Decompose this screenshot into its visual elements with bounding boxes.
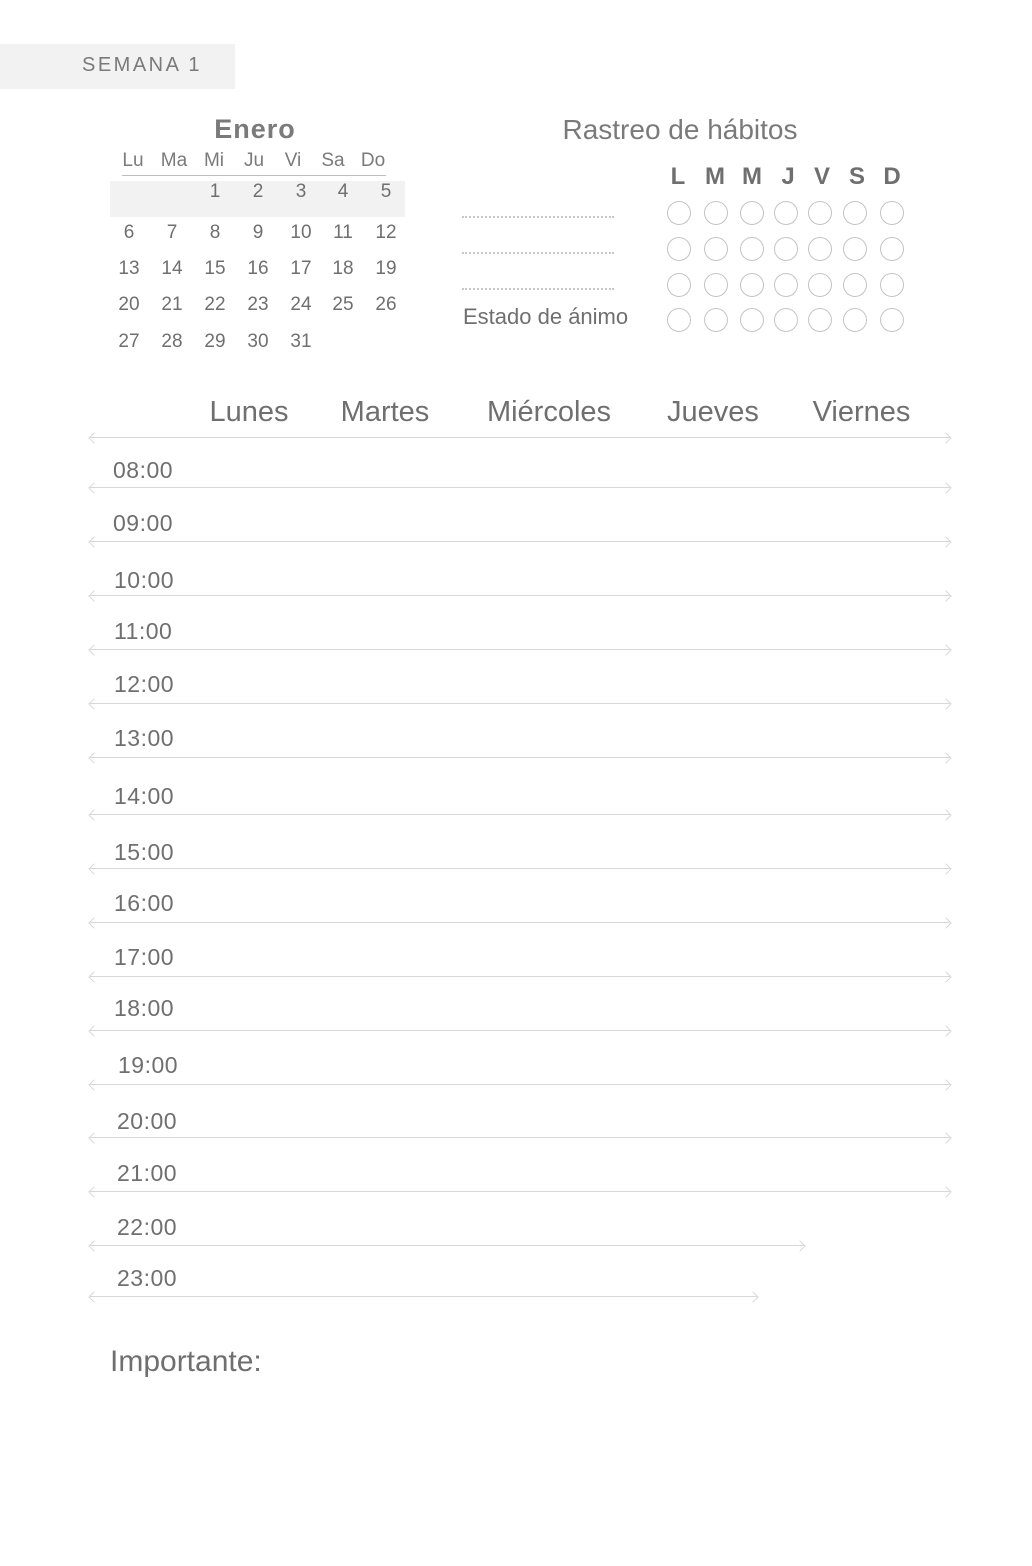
calendar-day: 29 bbox=[204, 331, 226, 352]
habit-checkbox-circle[interactable] bbox=[843, 273, 867, 297]
habit-checkbox-circle[interactable] bbox=[704, 201, 728, 225]
calendar-day: 12 bbox=[375, 222, 397, 243]
time-slot-entry[interactable] bbox=[195, 817, 950, 865]
habit-checkbox-circle[interactable] bbox=[774, 273, 798, 297]
time-slot-entry[interactable] bbox=[195, 1194, 804, 1242]
time-slot-label: 19:00 bbox=[118, 1052, 179, 1078]
time-slot-label: 16:00 bbox=[114, 890, 175, 916]
calendar-weekday: Sa bbox=[321, 150, 345, 171]
schedule-day-header: Miércoles bbox=[486, 396, 612, 428]
habit-checkbox-circle[interactable] bbox=[740, 308, 764, 332]
calendar-day: 23 bbox=[247, 294, 269, 315]
habit-checkbox-circle[interactable] bbox=[880, 237, 904, 261]
calendar-day: 19 bbox=[375, 258, 397, 279]
habit-name-field[interactable] bbox=[462, 216, 614, 218]
habit-checkbox-circle[interactable] bbox=[774, 201, 798, 225]
calendar-day: 24 bbox=[290, 294, 312, 315]
calendar-day: 28 bbox=[161, 331, 183, 352]
time-slot-entry[interactable] bbox=[195, 440, 950, 484]
time-slot-label: 10:00 bbox=[114, 567, 175, 593]
time-slot-label: 20:00 bbox=[117, 1108, 178, 1134]
calendar-weekday: Mi bbox=[203, 150, 225, 171]
calendar-day: 10 bbox=[290, 222, 312, 243]
habit-checkbox-circle[interactable] bbox=[740, 201, 764, 225]
calendar-day: 7 bbox=[166, 222, 178, 243]
schedule-row-line bbox=[90, 1245, 804, 1246]
calendar-weekday: Ma bbox=[160, 150, 188, 171]
schedule-row-line bbox=[90, 541, 950, 542]
schedule-row-line bbox=[90, 814, 950, 815]
calendar-day: 9 bbox=[252, 222, 264, 243]
time-slot-entry[interactable] bbox=[195, 1033, 950, 1081]
calendar-day: 27 bbox=[118, 331, 140, 352]
schedule-row-line bbox=[90, 757, 950, 758]
habit-checkbox-circle[interactable] bbox=[667, 237, 691, 261]
calendar-day: 14 bbox=[161, 258, 183, 279]
calendar-day: 2 bbox=[252, 181, 264, 202]
schedule-row-line bbox=[90, 1296, 757, 1297]
calendar-day: 26 bbox=[375, 294, 397, 315]
time-slot-entry[interactable] bbox=[195, 1248, 757, 1293]
calendar-day: 16 bbox=[247, 258, 269, 279]
habit-tracker-title: Rastreo de hábitos bbox=[562, 114, 798, 145]
time-slot-entry[interactable] bbox=[195, 706, 950, 754]
calendar-day: 31 bbox=[290, 331, 312, 352]
time-slot-entry[interactable] bbox=[195, 760, 950, 811]
calendar-weekday: Lu bbox=[122, 150, 144, 171]
habit-checkbox-circle[interactable] bbox=[704, 273, 728, 297]
time-slot-entry[interactable] bbox=[195, 925, 950, 973]
habit-checkbox-circle[interactable] bbox=[880, 308, 904, 332]
schedule-day-header: Martes bbox=[340, 396, 430, 428]
important-notes-label: Importante: bbox=[110, 1345, 262, 1378]
calendar-day: 21 bbox=[161, 294, 183, 315]
habit-checkbox-circle[interactable] bbox=[808, 201, 832, 225]
calendar-weekday: Do bbox=[360, 150, 386, 171]
time-slot-label: 23:00 bbox=[117, 1265, 178, 1291]
habit-day-initial: M bbox=[705, 163, 725, 190]
schedule-row-line bbox=[90, 868, 950, 869]
habit-checkbox-circle[interactable] bbox=[843, 308, 867, 332]
time-slot-entry[interactable] bbox=[195, 871, 950, 919]
schedule-row-line bbox=[90, 922, 950, 923]
habit-checkbox-circle[interactable] bbox=[667, 273, 691, 297]
schedule-day-header: Jueves bbox=[667, 396, 759, 428]
habit-checkbox-circle[interactable] bbox=[843, 237, 867, 261]
habit-checkbox-circle[interactable] bbox=[774, 237, 798, 261]
schedule-day-header: Viernes bbox=[812, 396, 911, 428]
calendar-day: 30 bbox=[247, 331, 269, 352]
calendar-day: 18 bbox=[332, 258, 354, 279]
habit-checkbox-circle[interactable] bbox=[808, 273, 832, 297]
calendar-day: 20 bbox=[118, 294, 140, 315]
habit-checkbox-circle[interactable] bbox=[704, 237, 728, 261]
time-slot-label: 21:00 bbox=[117, 1160, 178, 1186]
time-slot-entry[interactable] bbox=[195, 979, 950, 1027]
time-slot-entry[interactable] bbox=[195, 544, 950, 592]
habit-checkbox-circle[interactable] bbox=[843, 201, 867, 225]
time-slot-label: 17:00 bbox=[114, 944, 175, 970]
calendar-header-divider bbox=[122, 175, 386, 176]
schedule-row-line bbox=[90, 595, 950, 596]
calendar-day: 6 bbox=[123, 222, 135, 243]
calendar-day: 8 bbox=[209, 222, 221, 243]
habit-checkbox-circle[interactable] bbox=[774, 308, 798, 332]
calendar-month-title: Enero bbox=[214, 114, 296, 144]
habit-day-initial: M bbox=[742, 163, 762, 190]
calendar-day: 22 bbox=[204, 294, 226, 315]
time-slot-label: 13:00 bbox=[114, 725, 175, 751]
time-slot-entry[interactable] bbox=[195, 652, 950, 700]
time-slot-label: 11:00 bbox=[114, 618, 173, 644]
calendar-weekday: Ju bbox=[243, 150, 265, 171]
calendar-day: 1 bbox=[209, 181, 221, 202]
habit-checkbox-circle[interactable] bbox=[667, 308, 691, 332]
habit-checkbox-circle[interactable] bbox=[740, 237, 764, 261]
habit-day-initial: J bbox=[781, 163, 795, 190]
habit-day-initial: S bbox=[848, 163, 865, 190]
habit-checkbox-circle[interactable] bbox=[808, 237, 832, 261]
calendar-day: 13 bbox=[118, 258, 140, 279]
schedule-row-line bbox=[90, 1084, 950, 1085]
time-slot-label: 14:00 bbox=[114, 783, 175, 809]
habit-day-initial: D bbox=[883, 163, 901, 190]
time-slot-label: 12:00 bbox=[114, 671, 175, 697]
habit-checkbox-circle[interactable] bbox=[667, 201, 691, 225]
schedule-row-line bbox=[90, 487, 950, 488]
calendar-day: 4 bbox=[337, 181, 349, 202]
time-slot-label: 18:00 bbox=[114, 995, 175, 1021]
schedule-row-line bbox=[90, 976, 950, 977]
schedule-row-line bbox=[90, 703, 950, 704]
schedule-row-line bbox=[90, 1137, 950, 1138]
time-slot-entry[interactable] bbox=[195, 490, 950, 538]
calendar-weekday: Vi bbox=[284, 150, 302, 171]
schedule-row-line bbox=[90, 1191, 950, 1192]
week-label: SEMANA 1 bbox=[82, 54, 203, 76]
mood-label: Estado de ánimo bbox=[463, 304, 629, 329]
schedule-row-line bbox=[90, 1030, 950, 1031]
time-slot-label: 22:00 bbox=[117, 1214, 178, 1240]
calendar-day: 25 bbox=[332, 294, 354, 315]
habit-day-initial: V bbox=[813, 163, 830, 190]
habit-day-initial: L bbox=[670, 163, 686, 190]
time-slot-label: 15:00 bbox=[114, 839, 175, 865]
time-slot-entry[interactable] bbox=[195, 1140, 950, 1188]
important-notes-area[interactable] bbox=[110, 1395, 950, 1545]
calendar-day: 3 bbox=[295, 181, 307, 202]
calendar-day: 5 bbox=[380, 181, 392, 202]
calendar-day: 15 bbox=[204, 258, 226, 279]
schedule-day-header: Lunes bbox=[209, 396, 289, 428]
time-slot-label: 09:00 bbox=[113, 510, 174, 536]
time-slot-entry[interactable] bbox=[195, 1087, 950, 1134]
habit-checkbox-circle[interactable] bbox=[808, 308, 832, 332]
habit-checkbox-circle[interactable] bbox=[704, 308, 728, 332]
time-slot-entry[interactable] bbox=[195, 598, 950, 646]
schedule-row-line bbox=[90, 437, 950, 438]
habit-name-field[interactable] bbox=[462, 288, 614, 290]
calendar-day: 17 bbox=[290, 258, 312, 279]
time-slot-label: 08:00 bbox=[113, 457, 174, 483]
habit-name-field[interactable] bbox=[462, 252, 614, 254]
schedule-row-line bbox=[90, 649, 950, 650]
calendar-day: 11 bbox=[333, 222, 353, 243]
habit-checkbox-circle[interactable] bbox=[740, 273, 764, 297]
habit-checkbox-circle[interactable] bbox=[880, 201, 904, 225]
habit-checkbox-circle[interactable] bbox=[880, 273, 904, 297]
